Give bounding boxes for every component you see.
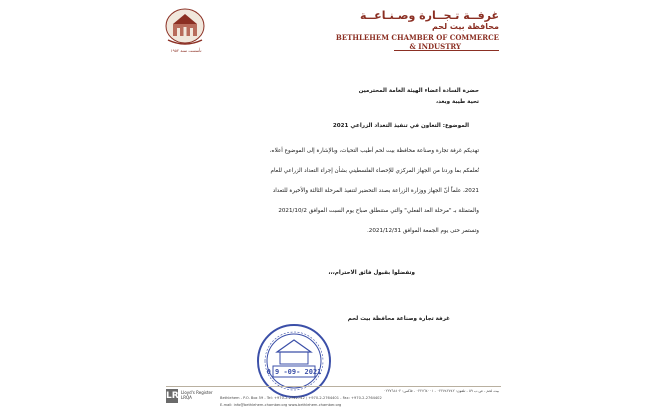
body-line: تهديكم غرفة تجارة وصناعة محافظة بيت لحم أطيب التحيات، وبالإشارة إلى الموضوع أعلاه، xyxy=(269,148,479,154)
salutation: حضرة السادة أعضاء الهيئة العامة المحترمين xyxy=(358,88,479,94)
official-stamp-icon xyxy=(255,322,333,400)
lloyds-register-logo-icon: LR xyxy=(166,391,179,401)
letterhead-english-title: BETHLEHEM CHAMBER OF COMMERCE xyxy=(335,33,499,42)
signature-line: غرفة تجارة وصناعة محافظة بيت لحم xyxy=(347,316,450,322)
letterhead-rule xyxy=(394,50,499,51)
letterhead-arabic-title: غرفــة تـجــارة وصـنـاعــة xyxy=(359,9,499,22)
body-line: وتستمر حتى يوم الجمعة الموافق 2021/12/31. xyxy=(367,228,479,234)
closing-line: وتفضلوا بقبول فائق الاحترام،،، xyxy=(328,270,415,276)
letter-page xyxy=(160,0,505,420)
letterhead-arabic-subtitle: محافظة بيت لحم xyxy=(432,22,499,31)
letterhead-english-subtitle: & INDUSTRY xyxy=(409,42,461,51)
greeting: تحية طيبة وبعد، xyxy=(435,99,479,105)
footer-email-website: E-mail: info@bethlehem-chamber.org www.bethlehem-chamber.org xyxy=(220,403,342,407)
lloyds-register-sub: LRQA xyxy=(181,395,192,400)
logo-caption: تأسست سنة ١٩٥٢ xyxy=(170,48,202,53)
body-line: والمتمثلة بـ "مرحلة العد الفعلي" والتي ستنطلق صباح يوم السبت الموافق 2021/10/2 xyxy=(278,208,479,214)
body-line: 2021، علماً أنّ الجهاز ووزارة الزراعة بصدد التحضير لتنفيذ المرحلة الثالثة والأخيرة للتعداد xyxy=(272,188,479,194)
body-line: نُعلمكم بما وردنا من الجهاز المركزي للإحصاء الفلسطيني بشأن إجراء التعداد الزراعي للعام xyxy=(270,168,479,174)
lloyds-register-text xyxy=(181,390,213,400)
subject-line: الموضوع: التعاون في تنفيذ التعداد الزراعي 2021 xyxy=(332,123,469,129)
chamber-logo-icon xyxy=(164,6,206,54)
footer-rule xyxy=(166,386,501,387)
stamp-date: 0 9 -09- 2021 xyxy=(266,368,322,376)
lloyds-register-name: Lloyd's Register xyxy=(181,390,213,395)
footer-english-contact: Bethlehem - P.O. Box 59 - Tel: +970-2-2742742 / +970-2-2764401 - Fax: +970-2-2764402 xyxy=(220,396,382,400)
footer-arabic-contact: بيت لحم - ص.ب ٥٩ - تلفون: ٠٢٢٧٤٢٧٤٢ - ٠٢٢٧٦٤٠٠١ - فاكس: ٠٢٢٧٦٤٤٠٢ xyxy=(383,389,499,393)
